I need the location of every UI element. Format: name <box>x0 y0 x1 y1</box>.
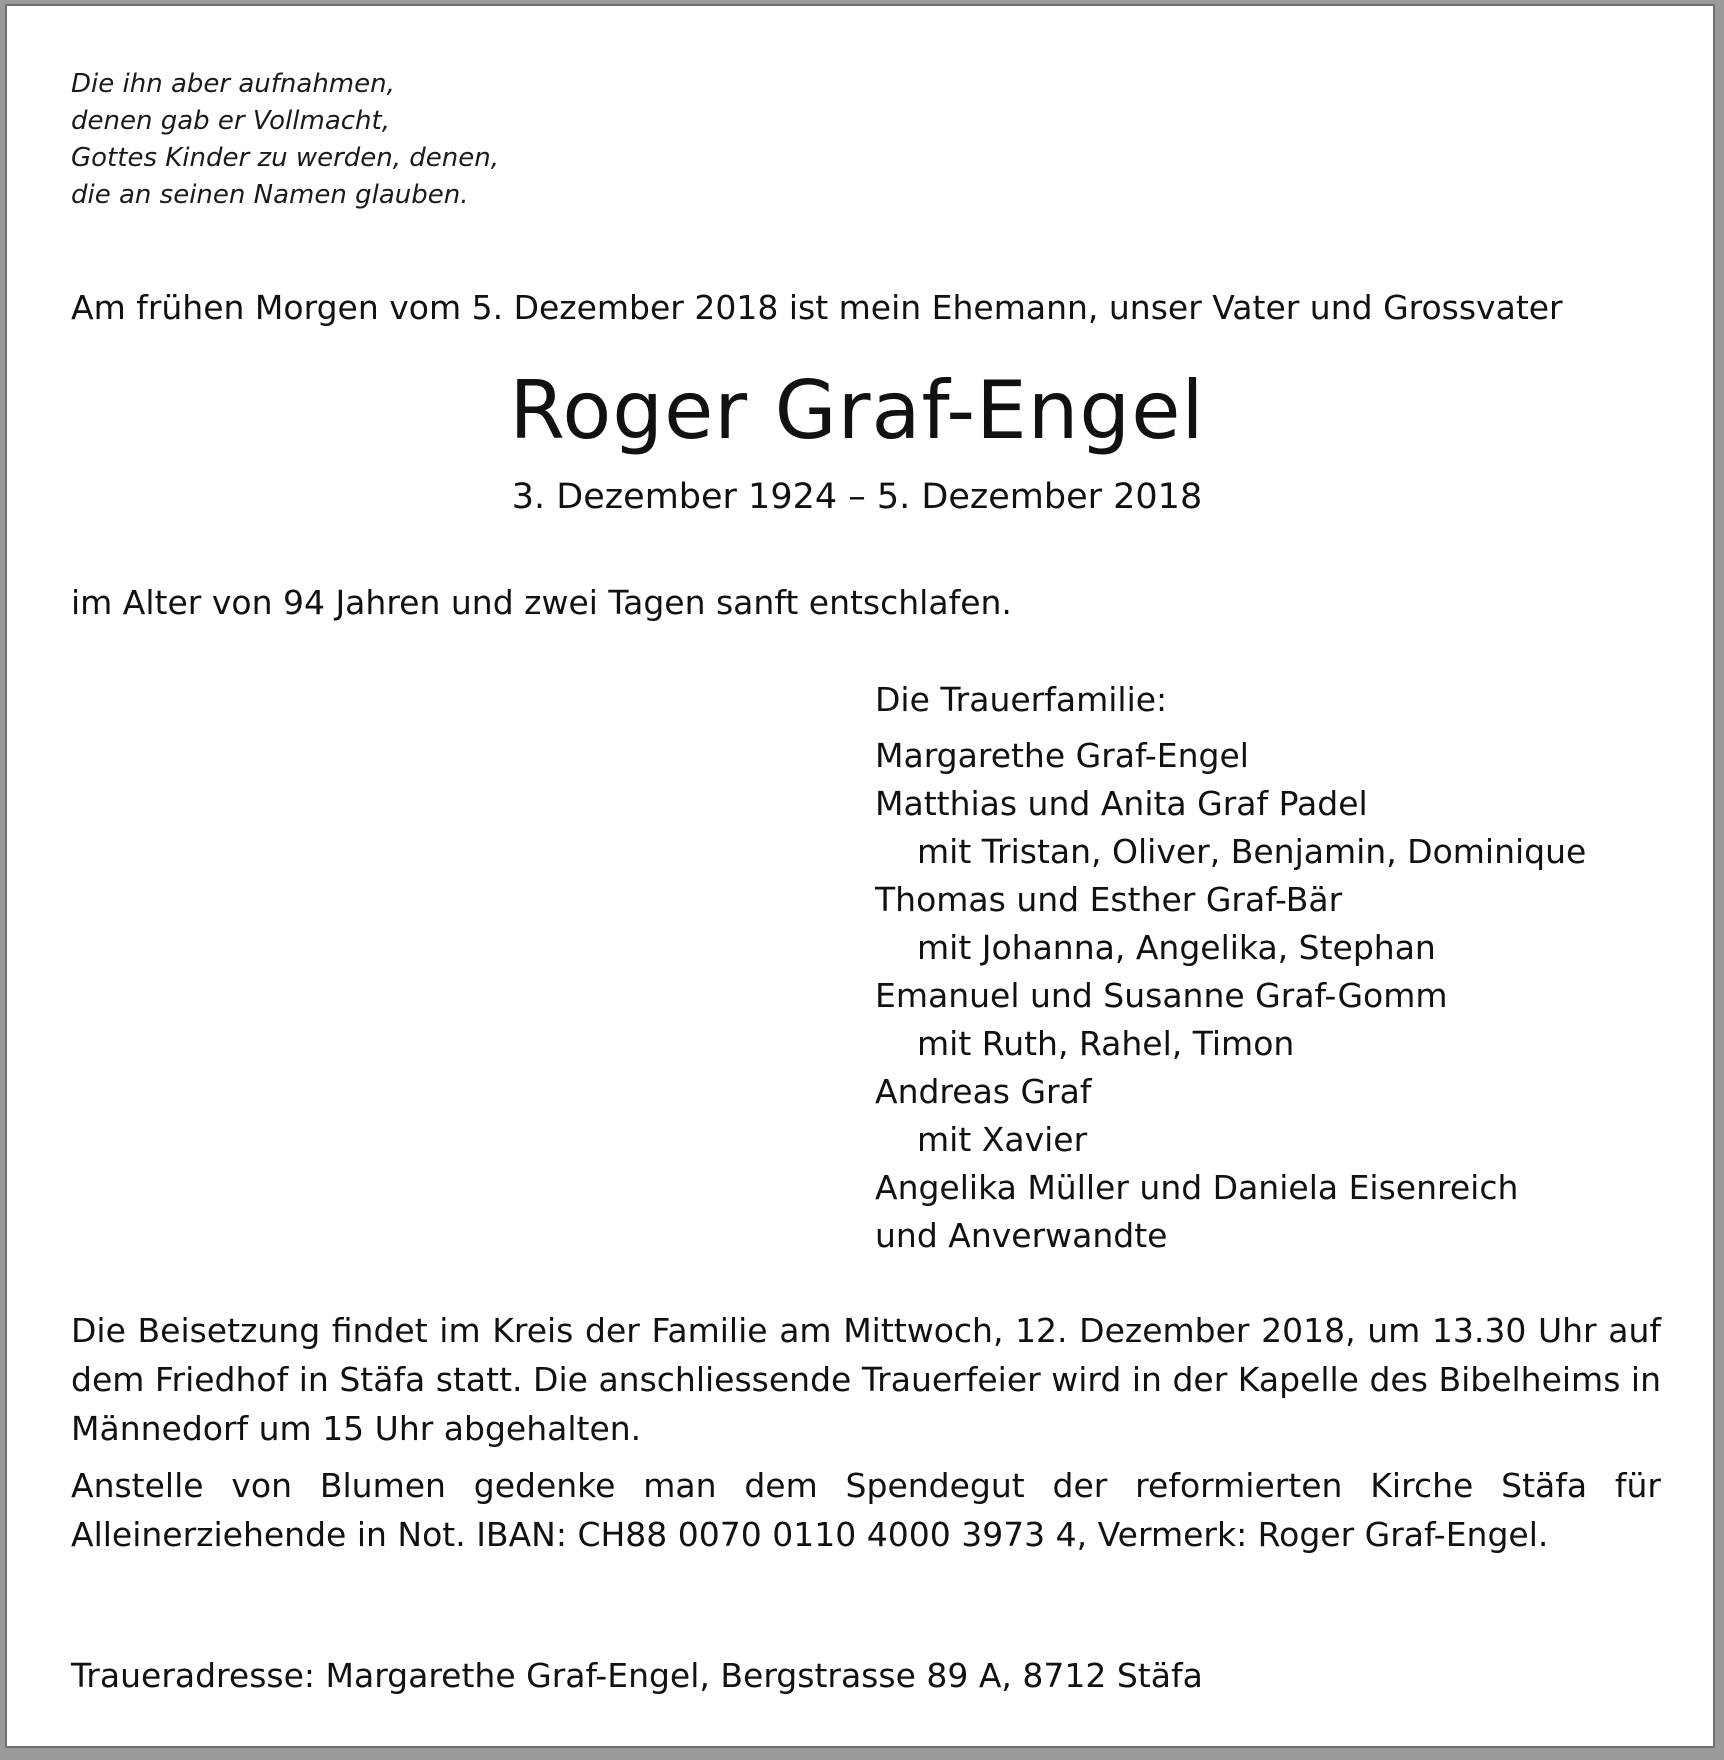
bible-verse <box>71 66 499 214</box>
life-dates: 3. Dezember 1924 – 5. Dezember 2018 <box>511 477 1203 517</box>
family-heading: Die Trauerfamilie: <box>875 680 1168 719</box>
family-grandchildren: mit Tristan, Oliver, Benjamin, Dominique <box>917 832 1587 871</box>
family-member: Matthias und Anita Graf Padel <box>875 784 1368 823</box>
verse-line: denen gab er Vollmacht, <box>71 106 390 136</box>
family-member: Thomas und Esther Graf-Bär <box>875 880 1343 919</box>
family-grandchildren: mit Xavier <box>917 1120 1088 1159</box>
verse-line: Gottes Kinder zu werden, denen, <box>71 143 500 173</box>
age-text: im Alter von 94 Jahren und zwei Tagen sanft entschlafen. <box>71 583 1012 622</box>
obituary-notice <box>5 4 1715 1748</box>
family-member: Angelika Müller und Daniela Eisenreich <box>875 1168 1519 1207</box>
intro-text: Am frühen Morgen vom 5. Dezember 2018 ist mein Ehemann, unser Vater und Grossvater <box>71 288 1563 327</box>
donation-info: Anstelle von Blumen gedenke man dem Spendegut der reformierten Kirche Stäfa für Alleinerziehende in Not. IBAN: CH88 0070 0110 4000 3973 4, Vermerk: Roger Graf-Engel. <box>71 1466 1661 1554</box>
burial-info: Die Beisetzung findet im Kreis der Familie am Mittwoch, 12. Dezember 2018, um 13.30 Uhr auf dem Friedhof in Stäfa statt. Die anschliessende Trauerfeier wird in der Kapelle des Bibelheims in Männedorf um 15 Uhr abgehalten. <box>71 1311 1661 1448</box>
mourning-address: Traueradresse: Margarethe Graf-Engel, Bergstrasse 89 A, 8712 Stäfa <box>71 1656 1203 1695</box>
verse-line: die an seinen Namen glauben. <box>71 180 469 210</box>
family-member: Andreas Graf <box>875 1072 1092 1111</box>
mourning-family <box>875 676 1586 1260</box>
family-member: Emanuel und Susanne Graf-Gomm <box>875 976 1448 1015</box>
deceased-name: Roger Graf-Engel <box>509 364 1205 457</box>
family-grandchildren: mit Ruth, Rahel, Timon <box>917 1024 1295 1063</box>
verse-line: Die ihn aber aufnahmen, <box>71 69 395 99</box>
family-grandchildren: mit Johanna, Angelika, Stephan <box>917 928 1436 967</box>
family-member: Margarethe Graf-Engel <box>875 736 1249 775</box>
family-member: und Anverwandte <box>875 1216 1168 1255</box>
